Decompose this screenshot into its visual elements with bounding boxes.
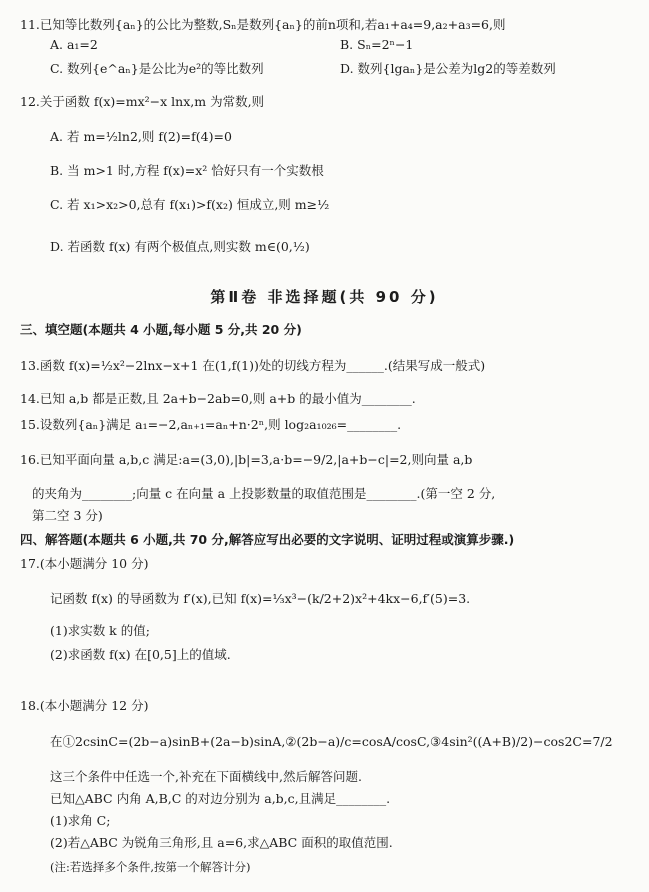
q18-head: 18.(本小题满分 12 分) (20, 698, 149, 713)
q16-line2: 的夹角为________;向量 c 在向量 a 上投影数量的取值范围是________.(第一空 2 分, (32, 486, 496, 501)
q11-option-b: B. Sₙ=2ⁿ−1 (340, 37, 414, 52)
q18-line2: 这三个条件中任选一个,补充在下面横线中,然后解答问题. (50, 769, 362, 784)
q18-note: (注:若选择多个条件,按第一个解答计分) (50, 860, 251, 874)
q14: 14.已知 a,b 都是正数,且 2a+b−2ab=0,则 a+b 的最小值为________. (20, 391, 416, 406)
q11-option-c: C. 数列{e^aₙ}是公比为e²的等比数列 (50, 61, 264, 76)
q17-head: 17.(本小题满分 10 分) (20, 556, 149, 571)
section4-title: 四、解答题(本题共 6 小题,共 70 分,解答应写出必要的文字说明、证明过程或演算步骤.) (20, 532, 515, 547)
q12-option-b: B. 当 m>1 时,方程 f(x)=x² 恰好只有一个实数根 (50, 163, 324, 178)
q12-option-a: A. 若 m=½ln2,则 f(2)=f(4)=0 (50, 129, 232, 144)
q12-option-c: C. 若 x₁>x₂>0,总有 f(x₁)>f(x₂) 恒成立,则 m≥½ (50, 197, 330, 212)
q17-part1: (1)求实数 k 的值; (50, 623, 150, 638)
q17-part2: (2)求函数 f(x) 在[0,5]上的值域. (50, 647, 231, 662)
q18-part1: (1)求角 C; (50, 813, 111, 828)
q13: 13.函数 f(x)=½x²−2lnx−x+1 在(1,f(1))处的切线方程为______.(结果写成一般式) (20, 358, 486, 373)
q15: 15.设数列{aₙ}满足 a₁=−2,aₙ₊₁=aₙ+n·2ⁿ,则 log₂a₁₀₂₆=________. (20, 417, 402, 432)
q16-line1: 16.已知平面向量 a,b,c 满足:a=(3,0),|b|=3,a·b=−9/2,|a+b−c|=2,则向量 a,b (20, 452, 473, 467)
q16-line3: 第二空 3 分) (32, 508, 103, 523)
q17-body: 记函数 f(x) 的导函数为 f′(x),已知 f(x)=⅓x³−(k/2+2)x²+4kx−6,f′(5)=3. (50, 591, 471, 606)
q11-option-d: D. 数列{lgaₙ}是公差为lg2的等差数列 (340, 61, 556, 76)
q18-conditions: 在①2csinC=(2b−a)sinB+(2a−b)sinA,②(2b−a)/c=cosA/cosC,③4sin²((A+B)/2)−cos2C=7/2 (50, 734, 613, 749)
part2-title: 第Ⅱ卷 非选择题(共 90 分) (210, 288, 439, 306)
q18-part2: (2)若△ABC 为锐角三角形,且 a=6,求△ABC 面积的取值范围. (50, 835, 393, 850)
q11-stem: 11.已知等比数列{aₙ}的公比为整数,Sₙ是数列{aₙ}的前n项和,若a₁+a₄=9,a₂+a₃=6,则 (20, 17, 506, 32)
q18-line3: 已知△ABC 内角 A,B,C 的对边分别为 a,b,c,且满足________. (50, 791, 391, 806)
q11-option-a: A. a₁=2 (50, 37, 98, 52)
section3-title: 三、填空题(本题共 4 小题,每小题 5 分,共 20 分) (20, 322, 302, 337)
q12-option-d: D. 若函数 f(x) 有两个极值点,则实数 m∈(0,½) (50, 239, 310, 254)
q12-stem: 12.关于函数 f(x)=mx²−x lnx,m 为常数,则 (20, 94, 265, 109)
